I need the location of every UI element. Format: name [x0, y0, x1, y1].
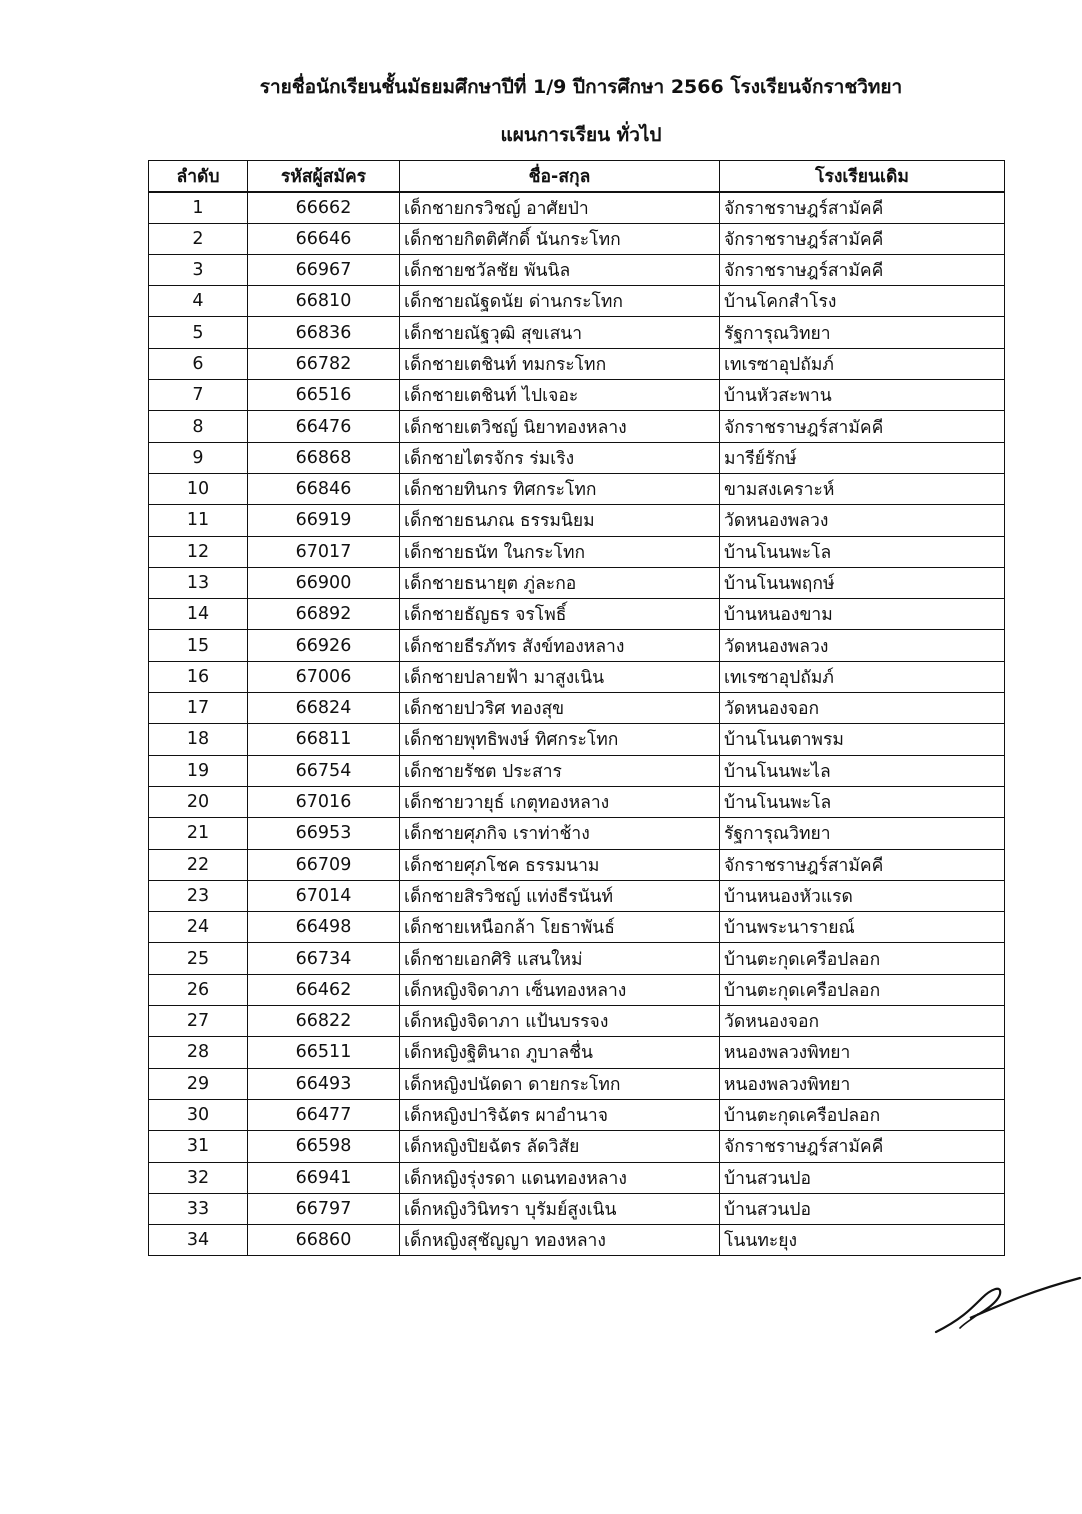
row-full-name: เด็กหญิงปิยฉัตร ลัดวิสัย [400, 1131, 720, 1162]
row-previous-school: บ้านสวนปอ [720, 1162, 1005, 1193]
row-previous-school: บ้านโนนพะโล [720, 536, 1005, 567]
row-previous-school: รัฐการุณวิทยา [720, 818, 1005, 849]
row-previous-school: บ้านตะกุดเครือปลอก [720, 974, 1005, 1005]
row-previous-school: หนองพลวงพิทยา [720, 1068, 1005, 1099]
row-full-name: เด็กชายกิตติศักดิ์ นันกระโทก [400, 223, 720, 254]
row-order: 25 [149, 943, 248, 974]
row-order: 18 [149, 724, 248, 755]
row-order: 28 [149, 1037, 248, 1068]
row-previous-school: จักราชราษฎร์สามัคคี [720, 192, 1005, 223]
table-row [149, 661, 1005, 692]
row-previous-school: ขามสงเคราะห์ [720, 473, 1005, 504]
row-full-name: เด็กชายชวัลชัย พันนิล [400, 254, 720, 285]
row-order: 31 [149, 1131, 248, 1162]
row-full-name: เด็กชายวายุธ์ เกตุทองหลาง [400, 786, 720, 817]
row-full-name: เด็กชายสิรวิชญ์ แท่งธีรนันท์ [400, 880, 720, 911]
row-full-name: เด็กชายเหนือกล้า โยธาพันธ์ [400, 912, 720, 943]
row-previous-school: จักราชราษฎร์สามัคคี [720, 849, 1005, 880]
row-order: 16 [149, 661, 248, 692]
row-applicant-id: 66476 [248, 411, 400, 442]
row-applicant-id: 66797 [248, 1193, 400, 1224]
row-full-name: เด็กหญิงปาริฉัตร ผาอำนาจ [400, 1099, 720, 1130]
row-full-name: เด็กหญิงสุชัญญา ทองหลาง [400, 1225, 720, 1256]
table-row [149, 536, 1005, 567]
table-row [149, 317, 1005, 348]
student-list-table [148, 160, 1005, 1256]
table-row [149, 1193, 1005, 1224]
row-full-name: เด็กชายธัญธร จรโพธิ์ [400, 599, 720, 630]
row-order: 27 [149, 1006, 248, 1037]
row-full-name: เด็กหญิงจิดาภา เซ็นทองหลาง [400, 974, 720, 1005]
row-applicant-id: 66941 [248, 1162, 400, 1193]
row-previous-school: บ้านตะกุดเครือปลอก [720, 943, 1005, 974]
row-previous-school: เทเรซาอุปถัมภ์ [720, 348, 1005, 379]
row-order: 4 [149, 286, 248, 317]
table-row [149, 755, 1005, 786]
row-applicant-id: 66662 [248, 192, 400, 223]
table-row [149, 1225, 1005, 1256]
row-applicant-id: 66810 [248, 286, 400, 317]
row-full-name: เด็กชายเตชินท์ ทมกระโทก [400, 348, 720, 379]
table-row [149, 254, 1005, 285]
row-applicant-id: 66900 [248, 567, 400, 598]
row-applicant-id: 66846 [248, 473, 400, 504]
table-row [149, 223, 1005, 254]
row-order: 26 [149, 974, 248, 1005]
table-row [149, 442, 1005, 473]
row-order: 12 [149, 536, 248, 567]
row-previous-school: บ้านโคกสำโรง [720, 286, 1005, 317]
row-previous-school: บ้านหนองหัวแรด [720, 880, 1005, 911]
table-row [149, 880, 1005, 911]
row-previous-school: บ้านหนองขาม [720, 599, 1005, 630]
row-previous-school: เทเรซาอุปถัมภ์ [720, 661, 1005, 692]
row-applicant-id: 66892 [248, 599, 400, 630]
row-previous-school: วัดหนองพลวง [720, 505, 1005, 536]
row-order: 2 [149, 223, 248, 254]
row-order: 14 [149, 599, 248, 630]
table-row [149, 1068, 1005, 1099]
row-applicant-id: 66646 [248, 223, 400, 254]
row-full-name: เด็กชายธนภณ ธรรมนิยม [400, 505, 720, 536]
table-row [149, 786, 1005, 817]
table-row [149, 630, 1005, 661]
signature-mark [930, 1270, 1082, 1340]
table-row [149, 1099, 1005, 1130]
table-row [149, 912, 1005, 943]
row-applicant-id: 66953 [248, 818, 400, 849]
row-previous-school: จักราชราษฎร์สามัคคี [720, 254, 1005, 285]
row-full-name: เด็กชายศุภโชค ธรรมนาม [400, 849, 720, 880]
row-full-name: เด็กหญิงจิดาภา แป้นบรรจง [400, 1006, 720, 1037]
column-header-order: ลำดับ [149, 161, 248, 192]
table-row [149, 849, 1005, 880]
table-row [149, 818, 1005, 849]
row-full-name: เด็กชายณัฐดนัย ด่านกระโทก [400, 286, 720, 317]
row-applicant-id: 66477 [248, 1099, 400, 1130]
table-body [149, 192, 1005, 1256]
table-row [149, 1162, 1005, 1193]
row-order: 29 [149, 1068, 248, 1099]
row-full-name: เด็กชายศุภกิจ เราท่าช้าง [400, 818, 720, 849]
row-applicant-id: 66868 [248, 442, 400, 473]
row-full-name: เด็กชายเตวิชญ์ นิยาทองหลาง [400, 411, 720, 442]
table-header-row [149, 161, 1005, 192]
column-header-previous-school: โรงเรียนเดิม [720, 161, 1005, 192]
table-row [149, 1037, 1005, 1068]
row-applicant-id: 66493 [248, 1068, 400, 1099]
row-applicant-id: 66782 [248, 348, 400, 379]
row-full-name: เด็กชายปลายฟ้า มาสูงเนิน [400, 661, 720, 692]
row-applicant-id: 66811 [248, 724, 400, 755]
table-row [149, 693, 1005, 724]
table-row [149, 192, 1005, 223]
row-applicant-id: 66511 [248, 1037, 400, 1068]
row-full-name: เด็กชายธนายุต ภู่ละกอ [400, 567, 720, 598]
row-previous-school: มารีย์รักษ์ [720, 442, 1005, 473]
row-previous-school: บ้านโนนพะไล [720, 755, 1005, 786]
row-previous-school: จักราชราษฎร์สามัคคี [720, 1131, 1005, 1162]
row-full-name: เด็กหญิงฐิตินาถ ภูบาลชื่น [400, 1037, 720, 1068]
row-previous-school: จักราชราษฎร์สามัคคี [720, 411, 1005, 442]
column-header-applicant-id: รหัสผู้สมัคร [248, 161, 400, 192]
table-row [149, 473, 1005, 504]
row-order: 33 [149, 1193, 248, 1224]
row-order: 34 [149, 1225, 248, 1256]
row-full-name: เด็กหญิงรุ่งรดา แดนทองหลาง [400, 1162, 720, 1193]
row-previous-school: บ้านสวนปอ [720, 1193, 1005, 1224]
row-applicant-id: 66967 [248, 254, 400, 285]
row-order: 10 [149, 473, 248, 504]
row-applicant-id: 66822 [248, 1006, 400, 1037]
row-applicant-id: 66919 [248, 505, 400, 536]
row-previous-school: บ้านโนนตาพรม [720, 724, 1005, 755]
row-previous-school: รัฐการุณวิทยา [720, 317, 1005, 348]
row-order: 17 [149, 693, 248, 724]
row-order: 6 [149, 348, 248, 379]
row-applicant-id: 67006 [248, 661, 400, 692]
row-full-name: เด็กชายทินกร ทิศกระโทก [400, 473, 720, 504]
row-order: 8 [149, 411, 248, 442]
row-full-name: เด็กหญิงวินิทรา บุรัมย์สูงเนิน [400, 1193, 720, 1224]
row-order: 30 [149, 1099, 248, 1130]
row-previous-school: วัดหนองพลวง [720, 630, 1005, 661]
table-row [149, 599, 1005, 630]
row-full-name: เด็กหญิงปนัดดา ดายกระโทก [400, 1068, 720, 1099]
table-row [149, 974, 1005, 1005]
row-full-name: เด็กชายพุทธิพงษ์ ทิศกระโทก [400, 724, 720, 755]
row-applicant-id: 66709 [248, 849, 400, 880]
row-full-name: เด็กชายปวริศ ทองสุข [400, 693, 720, 724]
row-order: 5 [149, 317, 248, 348]
row-order: 21 [149, 818, 248, 849]
row-previous-school: บ้านโนนพฤกษ์ [720, 567, 1005, 598]
row-order: 23 [149, 880, 248, 911]
row-applicant-id: 66734 [248, 943, 400, 974]
row-previous-school: บ้านพระนารายณ์ [720, 912, 1005, 943]
table-row [149, 1131, 1005, 1162]
row-previous-school: วัดหนองจอก [720, 693, 1005, 724]
row-previous-school: วัดหนองจอก [720, 1006, 1005, 1037]
table-row [149, 348, 1005, 379]
row-applicant-id: 66926 [248, 630, 400, 661]
row-applicant-id: 67014 [248, 880, 400, 911]
row-order: 20 [149, 786, 248, 817]
row-previous-school: โนนทะยุง [720, 1225, 1005, 1256]
table-row [149, 724, 1005, 755]
row-full-name: เด็กชายกรวิชญ์ อาศัยป่า [400, 192, 720, 223]
row-previous-school: จักราชราษฎร์สามัคคี [720, 223, 1005, 254]
table-row [149, 1006, 1005, 1037]
column-header-full-name: ชื่อ-สกุล [400, 161, 720, 192]
row-applicant-id: 66498 [248, 912, 400, 943]
table-row [149, 286, 1005, 317]
row-applicant-id: 67016 [248, 786, 400, 817]
row-full-name: เด็กชายธนัท ในกระโทก [400, 536, 720, 567]
row-order: 11 [149, 505, 248, 536]
row-order: 15 [149, 630, 248, 661]
row-applicant-id: 66598 [248, 1131, 400, 1162]
row-full-name: เด็กชายธีรภัทร สังข์ทองหลาง [400, 630, 720, 661]
row-previous-school: บ้านหัวสะพาน [720, 380, 1005, 411]
row-applicant-id: 66824 [248, 693, 400, 724]
row-applicant-id: 66462 [248, 974, 400, 1005]
table-row [149, 380, 1005, 411]
row-previous-school: บ้านตะกุดเครือปลอก [720, 1099, 1005, 1130]
row-applicant-id: 66836 [248, 317, 400, 348]
page-subtitle: แผนการเรียน ทั่วไป [500, 124, 662, 146]
table-row [149, 505, 1005, 536]
row-full-name: เด็กชายเอกศิริ แสนใหม่ [400, 943, 720, 974]
row-order: 13 [149, 567, 248, 598]
row-order: 9 [149, 442, 248, 473]
row-order: 3 [149, 254, 248, 285]
row-order: 32 [149, 1162, 248, 1193]
row-applicant-id: 67017 [248, 536, 400, 567]
row-full-name: เด็กชายรัชต ประสาร [400, 755, 720, 786]
row-order: 1 [149, 192, 248, 223]
row-order: 24 [149, 912, 248, 943]
row-full-name: เด็กชายไตรจักร ร่มเริง [400, 442, 720, 473]
row-applicant-id: 66754 [248, 755, 400, 786]
row-order: 22 [149, 849, 248, 880]
row-full-name: เด็กชายณัฐวุฒิ สุขเสนา [400, 317, 720, 348]
table-row [149, 943, 1005, 974]
table-row [149, 567, 1005, 598]
row-order: 7 [149, 380, 248, 411]
row-order: 19 [149, 755, 248, 786]
row-previous-school: บ้านโนนพะโล [720, 786, 1005, 817]
row-applicant-id: 66860 [248, 1225, 400, 1256]
row-applicant-id: 66516 [248, 380, 400, 411]
table-row [149, 411, 1005, 442]
row-full-name: เด็กชายเตชินท์ ไปเจอะ [400, 380, 720, 411]
row-previous-school: หนองพลวงพิทยา [720, 1037, 1005, 1068]
page-title: รายชื่อนักเรียนชั้นมัธยมศึกษาปีที่ 1/9 ปีการศึกษา 2566 โรงเรียนจักราชวิทยา [259, 76, 903, 98]
